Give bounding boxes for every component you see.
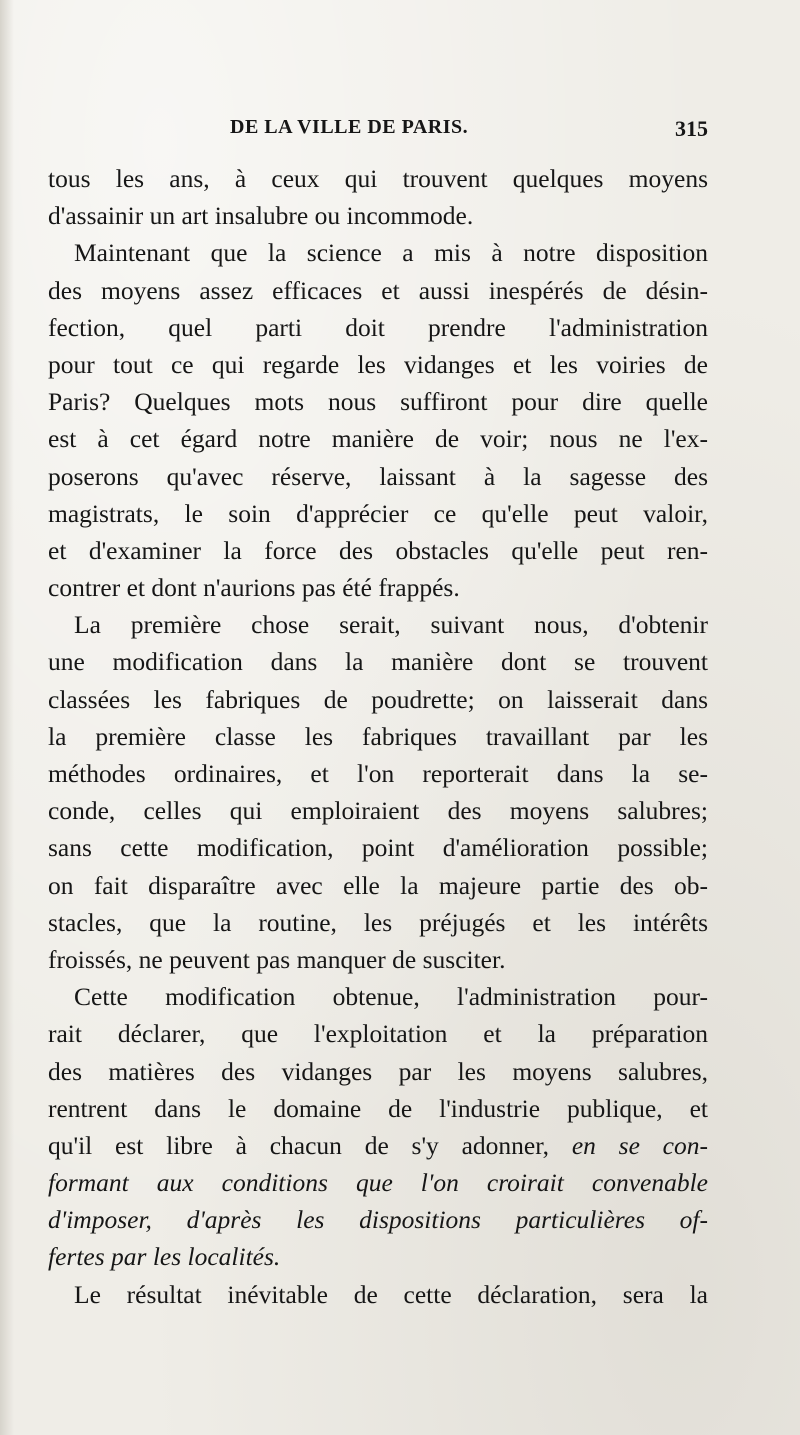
text-line: qu'il est libre à chacun de s'y adonner, en se con- bbox=[48, 1130, 708, 1160]
running-head bbox=[48, 116, 708, 146]
text-line: est à cet égard notre manière de voir; nous ne l'ex- bbox=[48, 424, 708, 454]
text-line: stacles, que la routine, les préjugés et les intérêts bbox=[48, 907, 708, 937]
text-line: contrer et dont n'aurions pas été frappés. bbox=[48, 573, 460, 603]
text-line: une modification dans la manière dont se trouvent bbox=[48, 647, 708, 677]
text-line: poserons qu'avec réserve, laissant à la sagesse des bbox=[48, 461, 708, 491]
text-line: pour tout ce qui regarde les vidanges et les voiries de bbox=[48, 349, 708, 379]
text-line: la première classe les fabriques travaillant par les bbox=[48, 721, 708, 751]
text-line: magistrats, le soin d'apprécier ce qu'elle peut valoir, bbox=[48, 498, 708, 528]
text-line: Paris? Quelques mots nous suffiront pour dire quelle bbox=[48, 387, 708, 417]
text-line: méthodes ordinaires, et l'on reporterait dans la se- bbox=[48, 759, 708, 788]
text-line: fection, quel parti doit prendre l'administration bbox=[48, 312, 708, 342]
italic-text: en se con- bbox=[571, 1130, 708, 1160]
text-line: rait déclarer, que l'exploitation et la préparation bbox=[48, 1019, 708, 1049]
text-line: d'assainir un art insalubre ou incommode. bbox=[48, 201, 474, 231]
text-line: des matières des vidanges par les moyens salubres, bbox=[48, 1056, 708, 1086]
text-line: tous les ans, à ceux qui trouvent quelques moyens bbox=[48, 164, 708, 193]
paragraph-first-line: La première chose serait, suivant nous, d'obtenir bbox=[74, 610, 708, 640]
running-title: DE LA VILLE DE PARIS. bbox=[230, 116, 469, 138]
text-line-italic: d'imposer, d'après les dispositions particulières of- bbox=[48, 1205, 708, 1235]
text-line: on fait disparaître avec elle la majeure partie des ob- bbox=[48, 870, 708, 900]
text-line: classées les fabriques de poudrette; on laisserait dans bbox=[48, 684, 708, 714]
text-line: froissés, ne peuvent pas manquer de susciter. bbox=[48, 944, 506, 974]
text-line-italic: formant aux conditions que l'on croirait convenable bbox=[48, 1168, 708, 1198]
body-text bbox=[48, 160, 708, 1313]
paragraph-first-line: Cette modification obtenue, l'administration pour- bbox=[74, 982, 708, 1012]
text-line: et d'examiner la force des obstacles qu'elle peut ren- bbox=[48, 535, 708, 565]
page-number: 315 bbox=[675, 116, 708, 141]
paragraph-first-line: Maintenant que la science a mis à notre disposition bbox=[74, 238, 708, 268]
text-line: des moyens assez efficaces et aussi inespérés de désin- bbox=[48, 275, 708, 305]
text-line: rentrent dans le domaine de l'industrie publique, et bbox=[48, 1093, 708, 1123]
text-line: sans cette modification, point d'amélioration possible; bbox=[48, 833, 708, 863]
paragraph-first-line: Le résultat inévitable de cette déclaration, sera la bbox=[74, 1279, 708, 1309]
page-gutter-shadow bbox=[0, 0, 14, 1435]
text-line: conde, celles qui emploiraient des moyens salubres; bbox=[48, 796, 708, 826]
text-line-italic: fertes par les localités. bbox=[48, 1242, 281, 1272]
